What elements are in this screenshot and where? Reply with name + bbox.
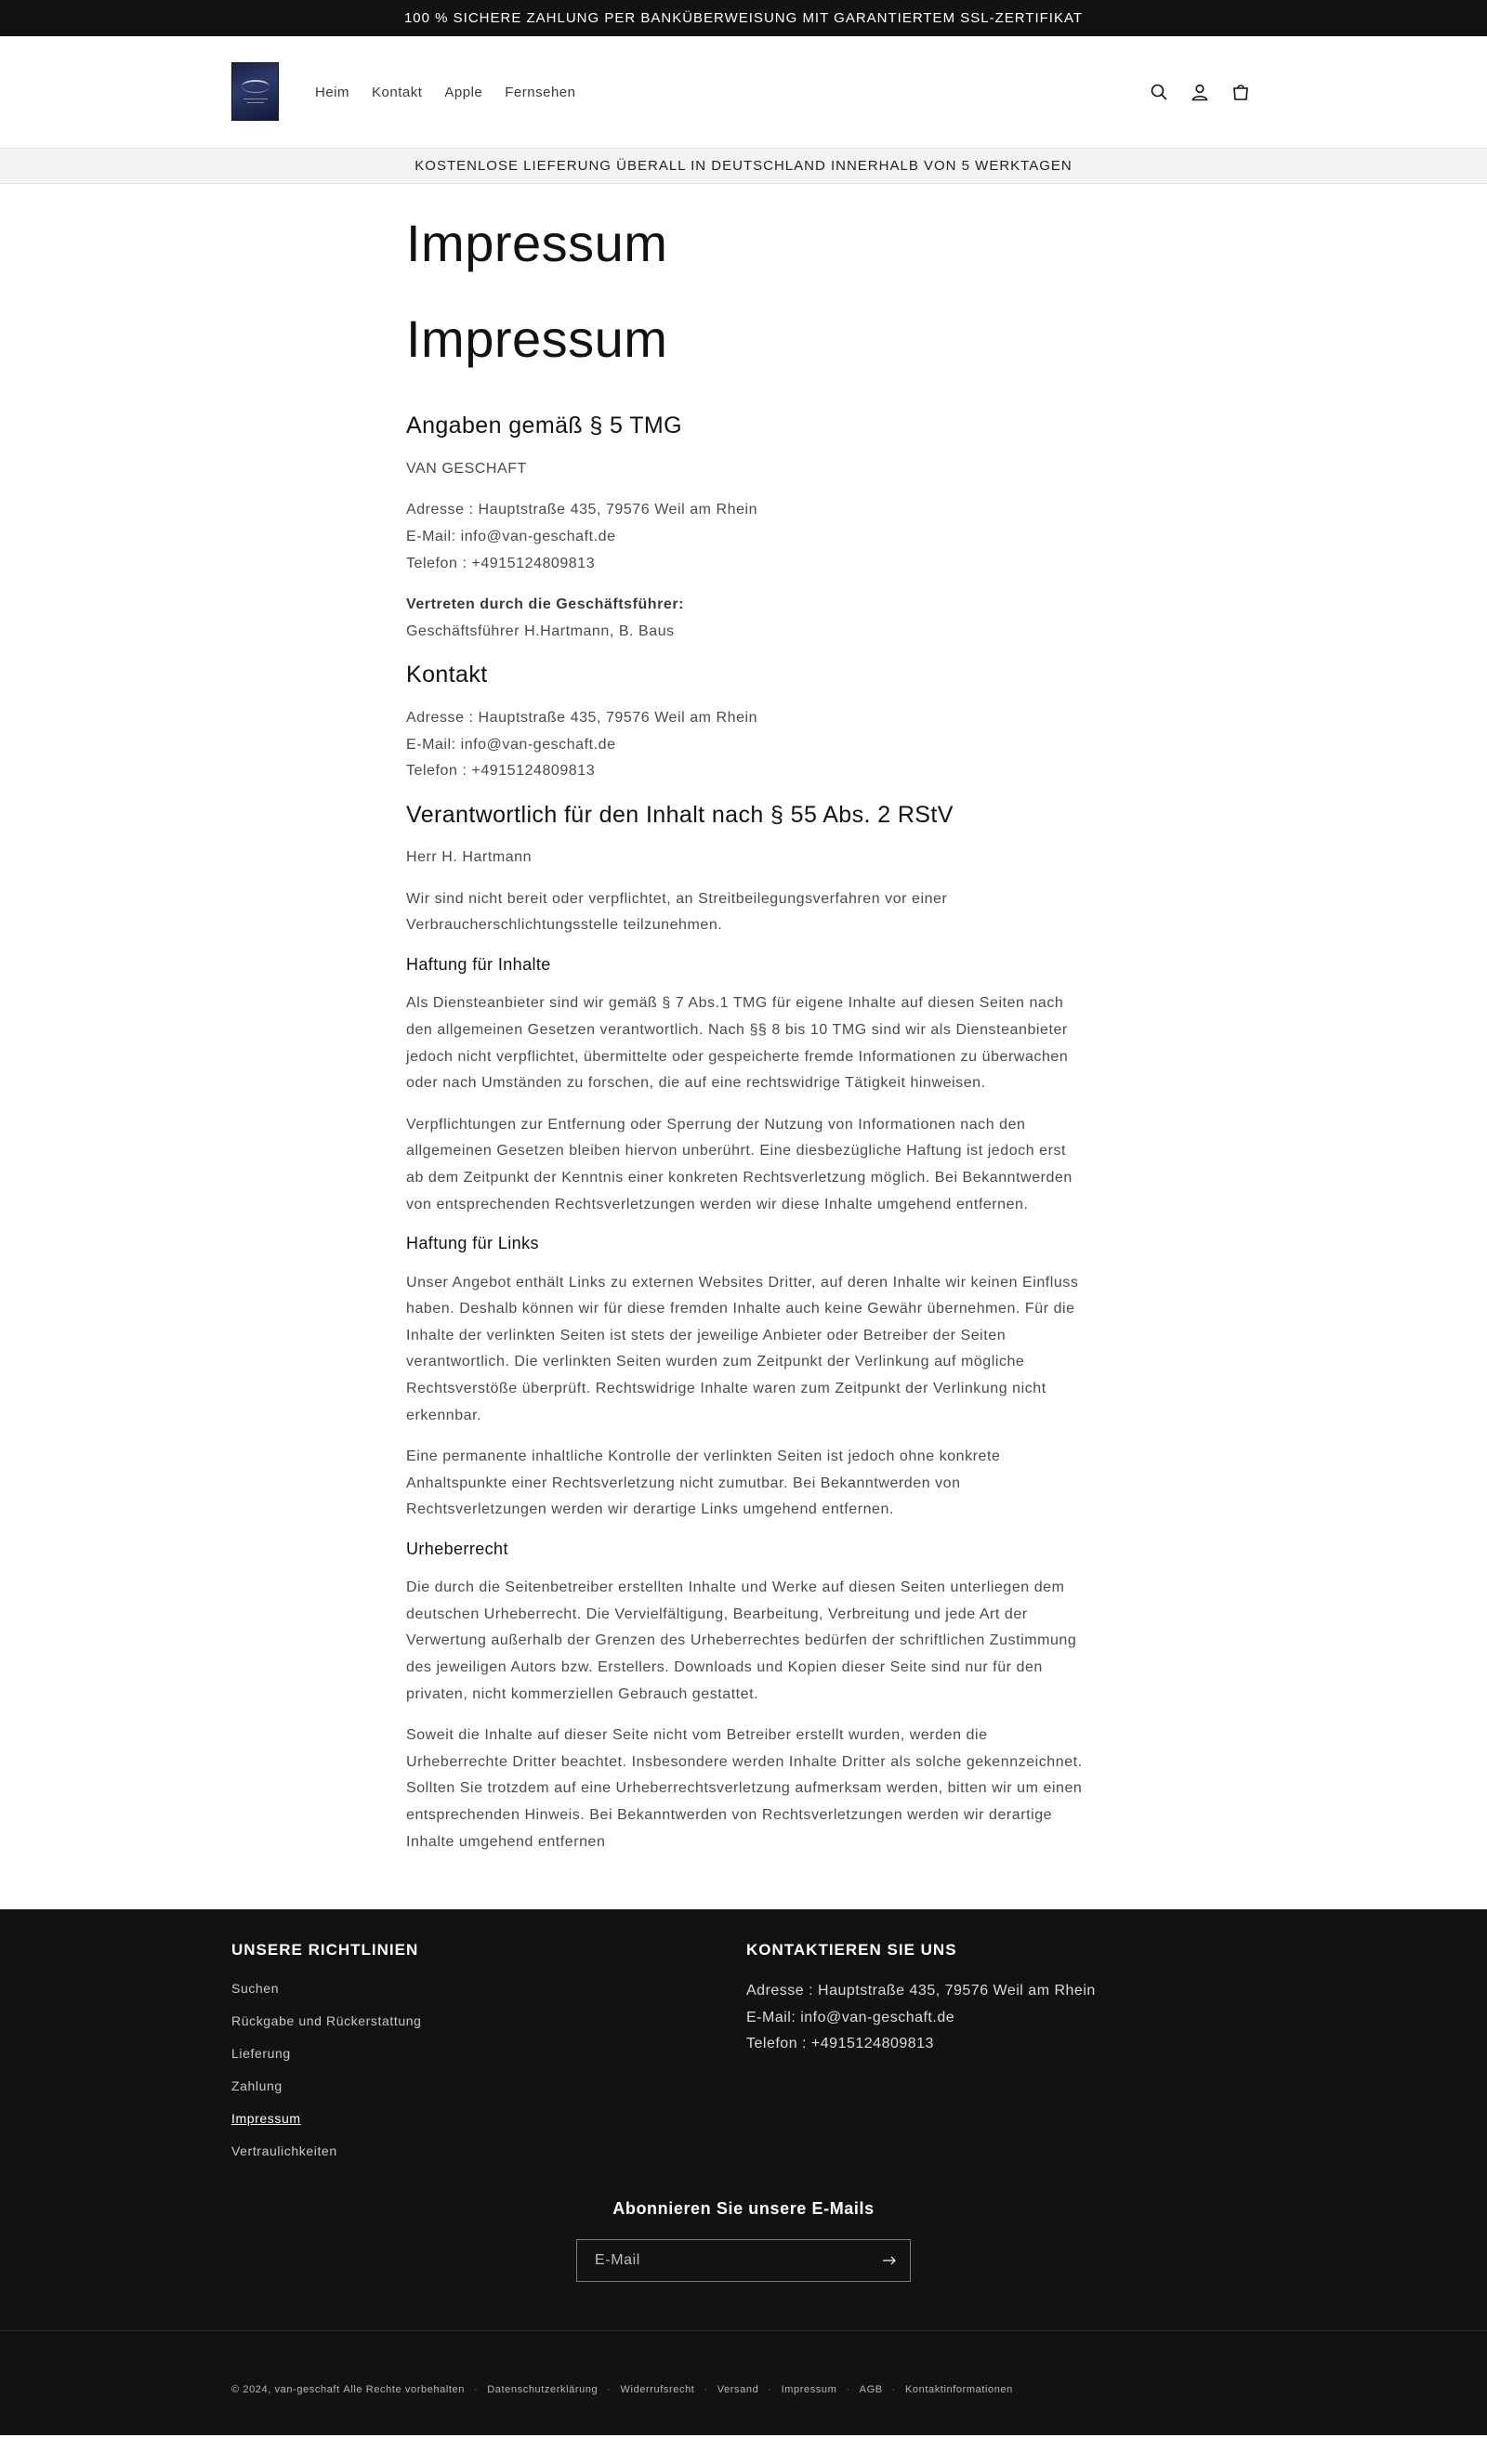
section-heading-kontakt: Kontakt bbox=[406, 662, 488, 688]
shipping-banner-text: KOSTENLOSE LIEFERUNG ÜBERALL IN DEUTSCHLAND INNERHALB VON 5 WERKTAGEN bbox=[415, 158, 1072, 174]
newsletter bbox=[0, 2199, 1487, 2282]
footer-link-impressum[interactable]: Impressum bbox=[231, 2111, 301, 2127]
main-content bbox=[406, 184, 1085, 1898]
address-line: Adresse : Hauptstraße 435, 79576 Weil am Rhein bbox=[406, 709, 758, 726]
urheberrecht-paragraph: Die durch die Seitenbetreiber erstellten Inhalte und Werke auf diesen Seiten unterliegen dem deutschen Urheberrecht. Die Vervielfältigung, Bearbeitung, Verbreitung und jede Art der Verwertung außerhalb der Grenzen des Urheberrechtes bedürfen der schriftlichen Zustimmung des jeweiligen Autors bzw. Erstellers. Downloads und Kopien dieser Seite sind nur für den privaten, nicht kommerziellen Gebrauch gestattet. bbox=[406, 1579, 1077, 1702]
footer-bottom bbox=[0, 2331, 1487, 2435]
footer-email: E-Mail: info@van-geschaft.de bbox=[746, 2009, 955, 2025]
verantwortlich-name: Herr H. Hartmann bbox=[406, 849, 533, 866]
separator-dot: · bbox=[768, 2384, 772, 2396]
bottom-link-versand[interactable]: Versand bbox=[717, 2384, 759, 2396]
footer-link-suchen[interactable]: Suchen bbox=[231, 1981, 280, 1997]
section-heading-angaben: Angaben gemäß § 5 TMG bbox=[406, 413, 682, 439]
footer-contact-lines bbox=[746, 1978, 1096, 2058]
site-header bbox=[0, 36, 1487, 148]
section-heading-haftung-inhalte: Haftung für Inhalte bbox=[406, 955, 551, 974]
store-logo[interactable] bbox=[231, 62, 279, 121]
newsletter-heading: Abonnieren Sie unsere E-Mails bbox=[612, 2199, 875, 2219]
represented-block bbox=[406, 592, 1085, 645]
footer-address: Adresse : Hauptstraße 435, 79576 Weil am Rhein bbox=[746, 1983, 1096, 1999]
logo-emblem bbox=[242, 80, 270, 93]
copyright-text: © 2024, van-geschaft bbox=[231, 2384, 340, 2396]
nav-link-apple[interactable]: Apple bbox=[444, 84, 483, 100]
email-line: E-Mail: info@van-geschaft.de bbox=[406, 736, 616, 753]
header-icons bbox=[1148, 36, 1252, 148]
footer-link-rueckgabe[interactable]: Rückgabe und Rückerstattung bbox=[231, 2013, 422, 2029]
logo-line bbox=[247, 102, 264, 103]
nav-link-heim[interactable]: Heim bbox=[315, 84, 350, 100]
bottom-link-datenschutz[interactable]: Datenschutzerklärung bbox=[487, 2384, 599, 2396]
represented-value: Geschäftsführer H.Hartmann, B. Baus bbox=[406, 623, 675, 639]
main-nav bbox=[315, 36, 586, 148]
arrow-right-icon[interactable] bbox=[869, 2240, 910, 2281]
section-heading-verantwortlich: Verantwortlich für den Inhalt nach § 55 Abs. 2 RStV bbox=[406, 801, 954, 828]
bottom-link-agb[interactable]: AGB bbox=[859, 2384, 883, 2396]
haftung-inhalte-paragraph: Als Diensteanbieter sind wir gemäß § 7 Abs.1 TMG für eigene Inhalte auf diesen Seiten nach den allgemeinen Gesetzen verantwortlich. Nach §§ 8 bis 10 TMG sind wir als Diensteanbieter jedoch nicht verpflichtet, übermittelte oder gespeicherte fremde Informationen zu überwachen oder nach Umständen zu forschen, die auf eine rechtswidrige Tätigkeit hinweisen. bbox=[406, 995, 1069, 1092]
represented-label: Vertreten durch die Geschäftsführer: bbox=[406, 596, 684, 613]
haftung-links-paragraph: Unser Angebot enthält Links zu externen Websites Dritter, auf deren Inhalte wir keinen Einfluss haben. Deshalb können wir für diese fremden Inhalte auch keine Gewähr übernehmen. Für die Inhalte der verlinkten Seiten ist stets der jeweilige Anbieter oder Betreiber der Seiten verantwortlich. Die verlinkten Seiten wurden zum Zeitpunkt der Verlinkung auf mögliche Rechtsverstöße überprüft. Rechtswidrige Inhalte waren zum Zeitpunkt der Verlinkung nicht erkennbar. bbox=[406, 1274, 1079, 1423]
section-heading-haftung-links: Haftung für Links bbox=[406, 1234, 539, 1253]
separator-dot: · bbox=[474, 2384, 479, 2396]
section-heading-urheberrecht: Urheberrecht bbox=[406, 1539, 508, 1558]
account-icon[interactable] bbox=[1189, 81, 1211, 103]
email-line: E-Mail: info@van-geschaft.de bbox=[406, 529, 616, 545]
page-title: Impressum bbox=[406, 214, 668, 272]
bottom-link-kontaktinformationen[interactable]: Kontaktinformationen bbox=[904, 2384, 1013, 2396]
phone-line: Telefon : +4915124809813 bbox=[406, 763, 596, 780]
search-icon[interactable] bbox=[1148, 81, 1170, 103]
site-footer bbox=[0, 1909, 1487, 2435]
separator-dot: · bbox=[704, 2384, 708, 2396]
footer-policies-heading: UNSERE RICHTLINIEN bbox=[231, 1941, 419, 1959]
separator-dot: · bbox=[846, 2384, 850, 2396]
separator-dot: · bbox=[607, 2384, 612, 2396]
address-line: Adresse : Hauptstraße 435, 79576 Weil am Rhein bbox=[406, 502, 758, 518]
address-block bbox=[406, 497, 1085, 577]
nav-link-kontakt[interactable]: Kontakt bbox=[372, 84, 423, 100]
footer-columns bbox=[0, 1941, 1487, 2173]
footer-link-zahlung[interactable]: Zahlung bbox=[231, 2078, 283, 2094]
footer-policies bbox=[231, 1941, 746, 2173]
newsletter-form bbox=[576, 2239, 911, 2282]
footer-phone: Telefon : +4915124809813 bbox=[746, 2036, 934, 2052]
bottom-link-impressum[interactable]: Impressum bbox=[781, 2384, 837, 2396]
rich-text-content bbox=[406, 308, 1085, 1855]
rights-text: Alle Rechte vorbehalten bbox=[343, 2384, 465, 2396]
separator-dot: · bbox=[891, 2384, 896, 2396]
urheberrecht-paragraph: Soweit die Inhalte auf dieser Seite nicht vom Betreiber erstellt wurden, werden die Urheberrechte Dritter beachtet. Insbesondere werden Inhalte Dritter als solche gekennzeichnet. Sollten Sie trotzdem auf eine Urheberrechtsverletzung aufmerksam werden, bitten wir um einen entsprechenden Hinweis. Bei Bekanntwerden von Rechtsverletzungen werden wir derartige Inhalte umgehend entfernen bbox=[406, 1727, 1083, 1850]
phone-line: Telefon : +4915124809813 bbox=[406, 555, 596, 571]
logo-line bbox=[243, 98, 268, 99]
kontakt-block bbox=[406, 705, 1085, 785]
shipping-banner bbox=[0, 148, 1487, 184]
nav-link-fernsehen[interactable]: Fernsehen bbox=[505, 84, 576, 100]
footer-contact-heading: KONTAKTIEREN SIE UNS bbox=[746, 1941, 957, 1959]
haftung-inhalte-paragraph: Verpflichtungen zur Entfernung oder Sperrung der Nutzung von Informationen nach den allgemeinen Gesetzen bleiben hiervon unberührt. Eine diesbezügliche Haftung ist jedoch erst ab dem Zeitpunkt der Kenntnis einer konkreten Rechtsverletzung möglich. Bei Bekanntwerden von entsprechenden Rechtsverletzungen werden wir diese Inhalte umgehend entfernen. bbox=[406, 1116, 1072, 1212]
streit-text: Wir sind nicht bereit oder verpflichtet, an Streitbeilegungsverfahren vor einer Verbraucherschlichtungsstelle teilzunehmen. bbox=[406, 890, 948, 934]
footer-link-lieferung[interactable]: Lieferung bbox=[231, 2046, 291, 2062]
newsletter-email-input[interactable] bbox=[577, 2252, 869, 2269]
announcement-text: 100 % SICHERE ZAHLUNG PER BANKÜBERWEISUNG MIT GARANTIERTEM SSL-ZERTIFIKAT bbox=[403, 10, 1084, 26]
footer-policies-list bbox=[231, 1978, 746, 2161]
footer-contact bbox=[746, 1941, 1096, 2173]
cart-icon[interactable] bbox=[1230, 81, 1252, 103]
footer-link-vertraulichkeiten[interactable]: Vertraulichkeiten bbox=[231, 2143, 337, 2159]
company-name: VAN GESCHAFT bbox=[406, 460, 527, 477]
announcement-bar bbox=[0, 0, 1487, 36]
bottom-link-widerrufsrecht[interactable]: Widerrufsrecht bbox=[620, 2384, 695, 2396]
content-heading: Impressum bbox=[406, 309, 668, 369]
haftung-links-paragraph: Eine permanente inhaltliche Kontrolle der verlinkten Seiten ist jedoch ohne konkrete Anhaltspunkte einer Rechtsverletzung nicht zumutbar. Bei Bekanntwerden von Rechtsverletzungen werden wir derartige Links umgehend entfernen. bbox=[406, 1448, 1001, 1518]
